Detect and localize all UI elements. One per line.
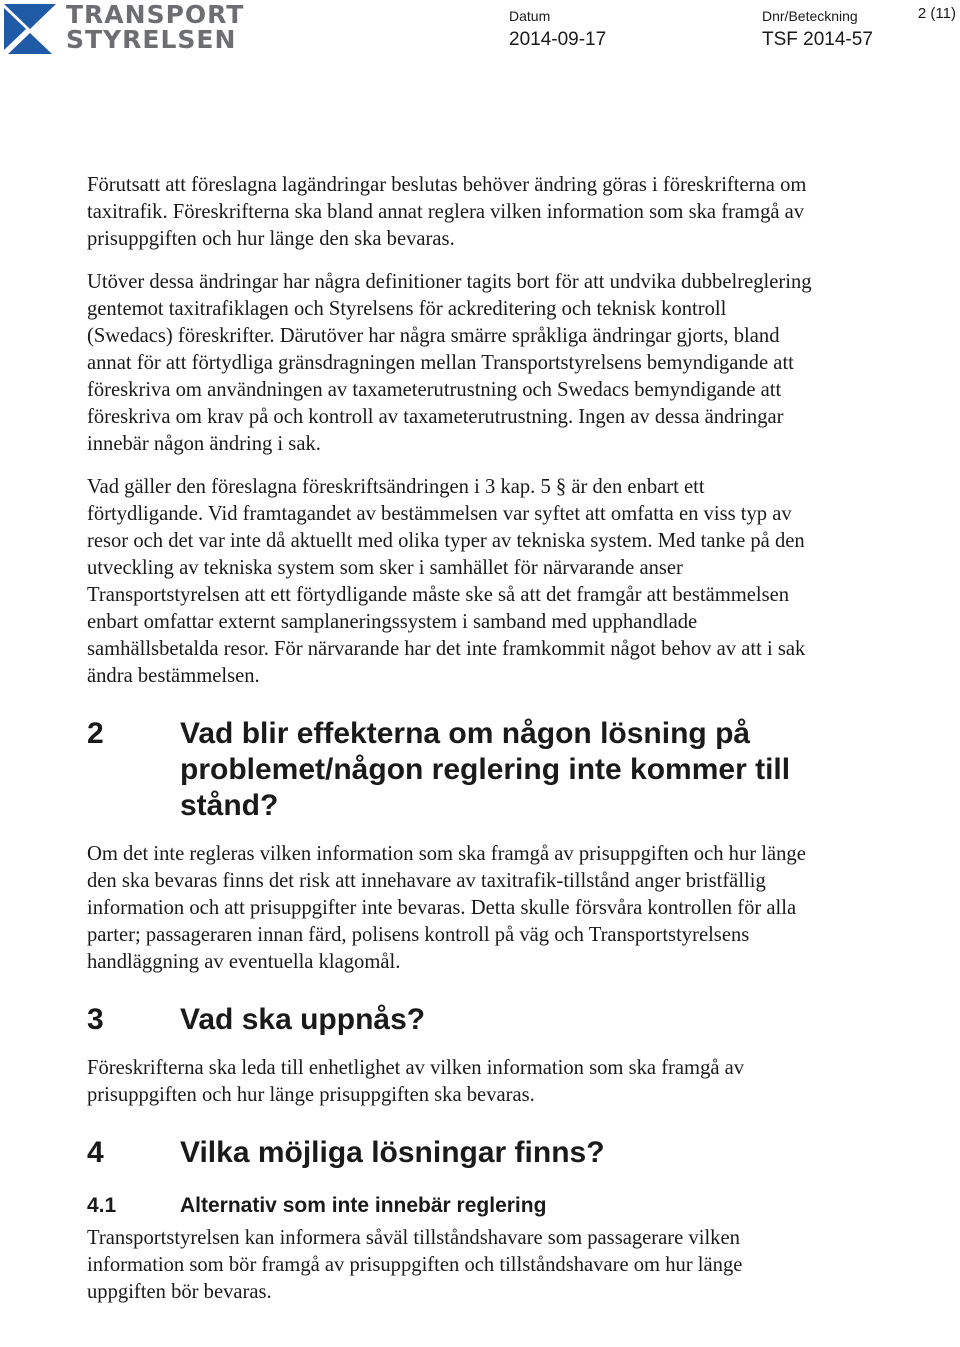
section-4-1-title: Alternativ som inte innebär reglering	[180, 1194, 547, 1217]
section-2-number: 2	[87, 717, 104, 750]
reference-block	[762, 7, 873, 52]
intro-paragraph-1: Förutsatt att föreslagna lagändringar beslutas behöver ändring göras i föreskrifterna om taxitrafik. Föreskrifterna ska bland annat reglera vilken information som ska framgå av prisuppgiften och hur länge den ska bevaras.	[87, 174, 807, 250]
section-3-title: Vad ska uppnås?	[180, 1003, 426, 1036]
section-2-title: Vad blir effekterna om någon lösning på problemet/någon reglering inte kommer till stånd?	[180, 717, 791, 822]
section-4-1-number: 4.1	[87, 1194, 117, 1217]
section-2-heading	[87, 716, 817, 824]
reference-label: Dnr/Beteckning	[762, 8, 858, 24]
section-4-1-paragraph: Transportstyrelsen kan informera såväl tillståndshavare som passagerare vilken information som bör framgå av prisuppgiften och tillståndshavare om hur länge uppgiften bör bevaras.	[87, 1227, 743, 1303]
transportstyrelsen-logo	[4, 0, 245, 56]
intro-paragraph-3: Vad gäller den föreslagna föreskriftsändringen i 3 kap. 5 § är den enbart ett förtydligande. Vid framtagandet av bestämmelsen var syftet att omfatta en viss typ av resor och det var inte då aktuellt med olika typer av tekniska system. Med tanke på den utveckling av tekniska system som sker i samhället för närvarande anser Transportstyrelsen att ett förtydligande måste ske så att det framgår att bestämmelsen enbart omfattar externt samplaneringssystem i samband med upphandlade samhällsbetalda resor. För närvarande har det inte framkommit något behov av att i sak ändra bestämmelsen.	[87, 476, 806, 687]
intro-paragraph-2: Utöver dessa ändringar har några definitioner tagits bort för att undvika dubbelreglering gentemot taxitrafiklagen och Styrelsens för ackreditering och teknisk kontroll (Swedacs) föreskrifter. Därutöver har några smärre språkliga ändringar gjorts, bland annat för att förtydliga gränsdragningen mellan Transportstyrelsens bemyndigande att föreskriva om användningen av taxameterutrustning och Swedacs bemyndigande att föreskriva om krav på och kontroll av taxameterutrustning. Ingen av dessa ändringar innebär någon ändring i sak.	[87, 271, 812, 455]
section-3-number: 3	[87, 1003, 104, 1036]
section-4-1-heading	[87, 1193, 817, 1219]
reference-value: TSF 2014-57	[762, 29, 873, 50]
section-4-heading	[87, 1135, 817, 1171]
section-3-paragraph: Föreskrifterna ska leda till enhetlighet av vilken information som ska framgå av prisuppgiften och hur länge prisuppgiften ska bevaras.	[87, 1057, 745, 1106]
date-label: Datum	[509, 8, 551, 24]
date-block	[509, 7, 606, 52]
logo-line-2: STYRELSEN	[66, 25, 237, 54]
section-4-title: Vilka möjliga lösningar finns?	[180, 1136, 605, 1169]
section-3-heading	[87, 1002, 817, 1038]
date-value: 2014-09-17	[509, 29, 607, 50]
section-2-paragraph: Om det inte regleras vilken information som ska framgå av prisuppgiften och hur länge den ska bevaras finns det risk att innehavare av taxitrafik-tillstånd anger bristfällig information och att prisuppgifter inte bevaras. Detta skulle försvåra kontrollen för alla parter; passageraren innan färd, polisens kontroll på väg och Transportstyrelsens handläggning av eventuella klagomål.	[87, 843, 806, 973]
document-body	[87, 172, 817, 1322]
logo-mark-icon	[4, 4, 56, 54]
logo-wordmark	[66, 2, 244, 52]
logo-line-1: TRANSPORT	[66, 0, 245, 29]
section-4-number: 4	[87, 1136, 104, 1169]
page-number: 2 (11)	[917, 5, 956, 22]
